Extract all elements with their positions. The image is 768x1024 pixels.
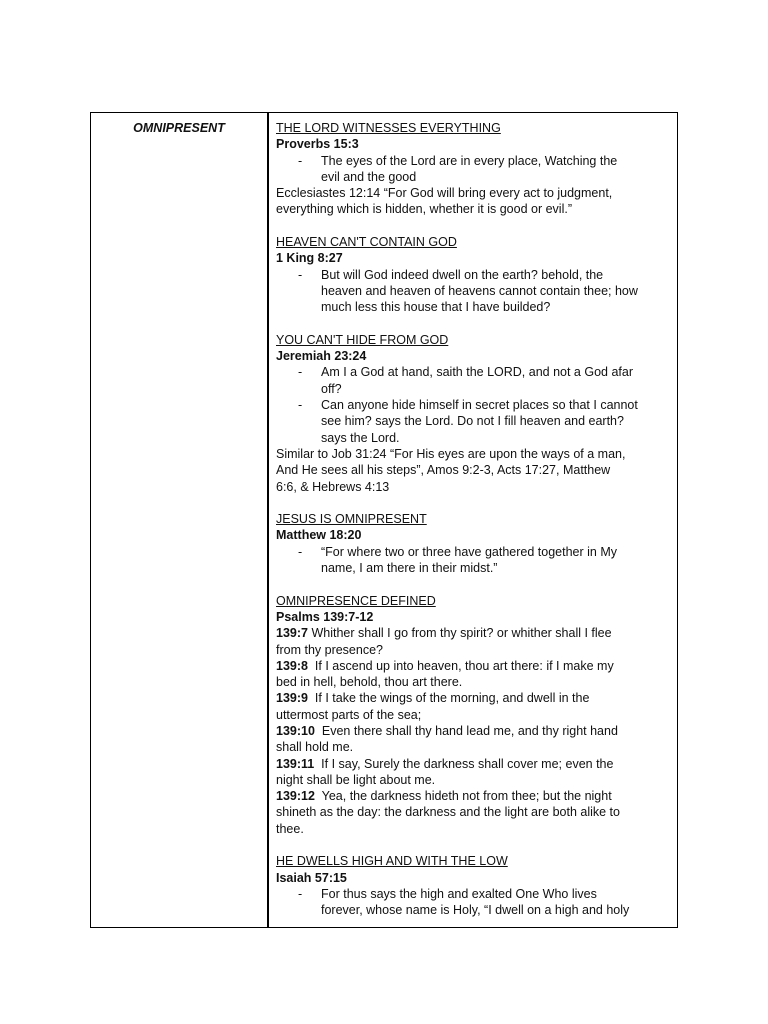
- verse-line: [276, 625, 674, 641]
- spacer: [276, 837, 674, 853]
- bullet-text: off?: [321, 381, 342, 396]
- scripture-reference: Jeremiah 23:24: [276, 349, 367, 364]
- bullet-item-continued: [276, 381, 674, 397]
- verse-text: Whither shall I go from thy spirit? or whither shall I flee: [307, 626, 612, 641]
- section-heading: YOU CAN'T HIDE FROM GOD: [276, 332, 449, 347]
- bullet-text: evil and the good: [321, 169, 417, 184]
- bullet-item-continued: [276, 283, 674, 299]
- section-heading: THE LORD WITNESSES EVERYTHING: [276, 121, 501, 135]
- bullet-text: Am I a God at hand, saith the LORD, and not a God afar: [321, 365, 633, 380]
- verse-text: Even there shall thy hand lead me, and thy right hand: [314, 723, 618, 738]
- scripture-reference: Psalms 139:7-12: [276, 609, 374, 624]
- bullet-item: [276, 397, 674, 413]
- verse-line: bed in hell, behold, thou art there.: [276, 675, 463, 690]
- verse-line: uttermost parts of the sea;: [276, 707, 422, 722]
- verse-number: 139:12: [276, 789, 315, 804]
- section-heading: OMNIPRESENCE DEFINED: [276, 593, 436, 608]
- verse-line: [276, 723, 674, 739]
- bullet-text: But will God indeed dwell on the earth? behold, the: [321, 267, 604, 282]
- paragraph-line: And He sees all his steps”, Amos 9:2-3, Acts 17:27, Matthew: [276, 463, 611, 478]
- bullet-item-continued: [276, 560, 674, 576]
- verse-number: 139:11: [276, 756, 315, 771]
- bullet-item-continued: [276, 902, 674, 918]
- bullet-item-continued: [276, 169, 674, 185]
- bullet-text: For thus says the high and exalted One Who lives: [321, 886, 597, 901]
- scripture-reference: Isaiah 57:15: [276, 870, 347, 885]
- spacer: [276, 218, 674, 234]
- scripture-reference: Matthew 18:20: [276, 528, 362, 543]
- bullet-text: says the Lord.: [321, 430, 400, 445]
- verse-line: from thy presence?: [276, 642, 383, 657]
- dash-bullet: -: [298, 398, 303, 413]
- bullet-text: “For where two or three have gathered together in My: [321, 544, 617, 559]
- dash-bullet: -: [298, 153, 303, 168]
- bullet-text: see him? says the Lord. Do not I fill heaven and earth?: [321, 414, 624, 429]
- verse-number: 139:9: [276, 691, 308, 706]
- attribute-term: OMNIPRESENT: [133, 121, 225, 135]
- section-heading: HEAVEN CAN'T CONTAIN GOD: [276, 235, 457, 250]
- scripture-reference: Proverbs 15:3: [276, 137, 359, 152]
- spacer: [276, 495, 674, 511]
- verse-text: If I ascend up into heaven, thou art there: if I make my: [307, 658, 614, 673]
- verse-line: shineth as the day: the darkness and the light are both alike to: [276, 805, 620, 820]
- bullet-text: The eyes of the Lord are in every place, Watching the: [321, 153, 618, 168]
- bullet-item: [276, 544, 674, 560]
- bullet-item: [276, 364, 674, 380]
- paragraph-line: Ecclesiastes 12:14 “For God will bring every act to judgment,: [276, 186, 613, 201]
- bullet-text: name, I am there in their midst.”: [321, 561, 498, 576]
- bullet-text: forever, whose name is Holy, “I dwell on a high and holy: [321, 903, 630, 918]
- verse-text: If I say, Surely the darkness shall cover me; even the: [314, 756, 614, 771]
- bullet-text: heaven and heaven of heavens cannot contain thee; how: [321, 283, 638, 298]
- verse-line: [276, 756, 674, 772]
- dash-bullet: -: [298, 886, 303, 901]
- paragraph-line: everything which is hidden, whether it is good or evil.”: [276, 202, 572, 217]
- verse-line: thee.: [276, 821, 304, 836]
- column-divider: [267, 113, 269, 927]
- spacer: [276, 576, 674, 592]
- bullet-item: [276, 153, 674, 169]
- verse-line: [276, 658, 674, 674]
- paragraph-line: Similar to Job 31:24 “For His eyes are upon the ways of a man,: [276, 446, 626, 461]
- bullet-item: [276, 886, 674, 902]
- verse-number: 139:7: [276, 626, 308, 641]
- verse-line: [276, 690, 674, 706]
- verse-line: shall hold me.: [276, 740, 354, 755]
- verse-text: If I take the wings of the morning, and dwell in the: [307, 691, 590, 706]
- verse-number: 139:10: [276, 723, 315, 738]
- verse-text: Yea, the darkness hideth not from thee; but the night: [314, 789, 612, 804]
- verse-number: 139:8: [276, 658, 308, 673]
- bullet-item-continued: [276, 299, 674, 315]
- scripture-reference: 1 King 8:27: [276, 251, 343, 266]
- section-heading: JESUS IS OMNIPRESENT: [276, 512, 427, 527]
- attribute-content: [276, 120, 674, 919]
- bullet-text: much less this house that I have builded?: [321, 300, 551, 315]
- section-heading: HE DWELLS HIGH AND WITH THE LOW: [276, 854, 508, 869]
- bullet-item-continued: [276, 430, 674, 446]
- verse-line: [276, 788, 674, 804]
- bullet-text: Can anyone hide himself in secret places so that I cannot: [321, 398, 638, 413]
- paragraph-line: 6:6, & Hebrews 4:13: [276, 479, 390, 494]
- attributes-table: [90, 112, 678, 928]
- dash-bullet: -: [298, 267, 303, 282]
- bullet-item: [276, 267, 674, 283]
- verse-line: night shall be light about me.: [276, 772, 436, 787]
- dash-bullet: -: [298, 544, 303, 559]
- dash-bullet: -: [298, 365, 303, 380]
- spacer: [276, 316, 674, 332]
- bullet-item-continued: [276, 413, 674, 429]
